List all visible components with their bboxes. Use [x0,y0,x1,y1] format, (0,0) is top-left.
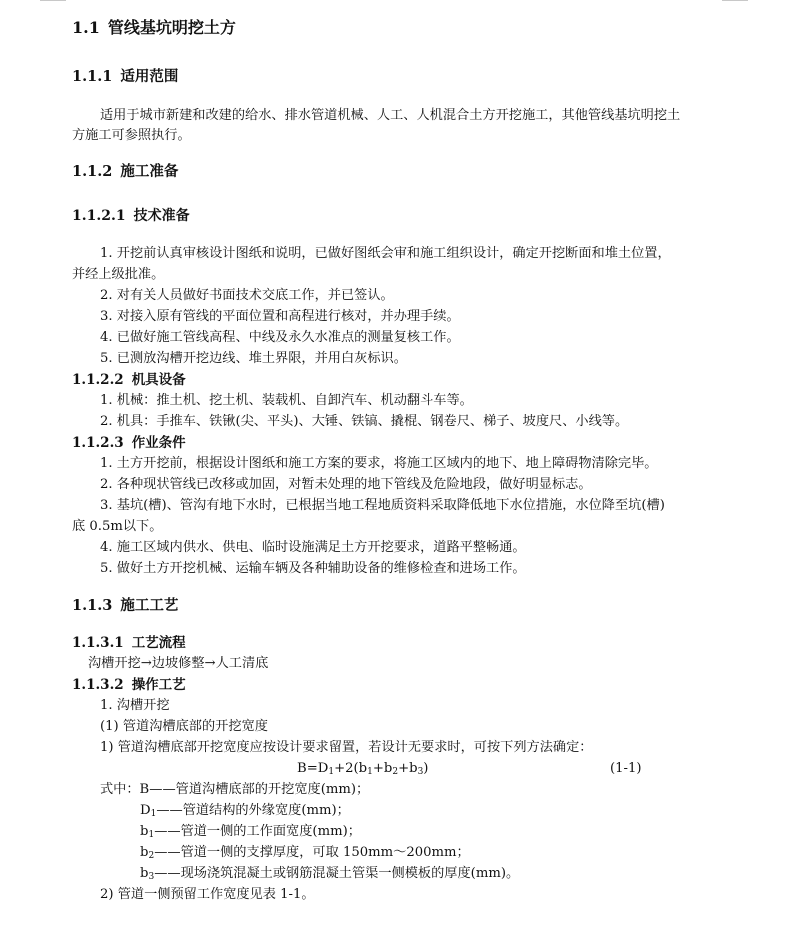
list-item: 2. 各种现状管线已改移或加固，对暂未处理的地下管线及危险地段，做好明显标志。 [100,477,592,492]
formula-text: B=D [297,761,329,776]
heading-text: 操作工艺 [131,677,186,693]
list-item: 1. 开挖前认真审核设计图纸和说明，已做好图纸会审和施工组织设计，确定开挖断面和堆土位置， [100,246,671,261]
heading-number: 1.1.1 [72,68,113,85]
list-item: 2. 对有关人员做好书面技术交底工作，并已签认。 [100,288,394,303]
list-item: (1) 管道沟槽底部的开挖宽度 [100,719,268,734]
variable-subscript: 1 [150,809,157,819]
page-corner-mark-left [40,0,66,1]
heading-1-1-3-1 [72,633,186,653]
formula-text: +b [398,761,418,776]
heading-text: 技术准备 [133,208,190,224]
variable-definition [140,822,361,845]
list-item: 4. 已做好施工管线高程、中线及永久水准点的测量复核工作。 [100,330,460,345]
heading-number: 1.1.2.3 [72,435,124,451]
variable-symbol: b [140,824,149,839]
process-flow: 沟槽开挖→边坡修整→人工清底 [88,656,269,671]
list-item: 1. 土方开挖前，根据设计图纸和施工方案的要求，将施工区域内的地下、地上障碍物清除完毕。 [100,456,658,471]
variable-definition [140,843,470,866]
formula-subscript: 1 [367,767,373,777]
equation-number: (1-1) [610,761,642,776]
heading-number: 1.1.3.2 [72,677,124,693]
heading-text: 管线基坑明挖土方 [107,18,236,37]
formula-subscript: 2 [392,767,399,777]
list-item: 4. 施工区域内供水、供电、临时设施满足土方开挖要求，道路平整畅通。 [100,540,526,555]
list-item: 2. 机具：手推车、铁锹(尖、平头)、大锤、铁镐、撬棍、钢卷尺、梯子、坡度尺、小线等。 [100,414,629,429]
list-item: 5. 已测放沟槽开挖边线、堆土界限，并用白灰标识。 [100,351,407,366]
heading-1-1-1 [72,67,178,87]
variable-text: ——管道一侧的支撑厚度，可取 150mm～200mm； [154,845,470,860]
list-item-continuation: 底 0.5m以下。 [72,519,163,534]
variable-subscript: 1 [148,830,155,840]
formula-text: +2(b [334,761,368,776]
heading-number: 1.1.2.1 [72,208,126,224]
heading-number: 1.1.2.2 [72,372,124,388]
formula-text: ) [423,761,429,776]
heading-1-1-3 [72,596,178,616]
heading-number: 1.1.2 [72,163,113,180]
formula-subscript: 1 [328,767,335,777]
heading-1-1-2 [72,162,178,182]
list-item: 1. 机械：推土机、挖土机、装载机、自卸汽车、机动翻斗车等。 [100,393,473,408]
variable-text: ——现场浇筑混凝土或钢筋混凝土管渠一侧模板的厚度(mm)。 [154,866,520,881]
variable-text: ——管道结构的外缘宽度(mm)； [156,803,350,818]
list-item: 2) 管道一侧预留工作宽度见表 1-1。 [100,887,315,902]
heading-number: 1.1.3 [72,597,113,614]
heading-text: 施工准备 [120,163,179,180]
list-item: 3. 对接入原有管线的平面位置和高程进行核对，并办理手续。 [100,309,460,324]
formula-line [297,759,428,782]
paragraph-line: 适用于城市新建和改建的给水、排水管道机械、人工、人机混合土方开挖施工，其他管线基坑明挖土 [100,108,681,123]
variable-subscript: 2 [148,851,155,861]
list-item: 1. 沟槽开挖 [100,698,170,713]
heading-number: 1.1 [72,18,100,37]
heading-1-1 [72,18,236,38]
heading-1-1-2-1 [72,206,190,226]
formula-text: +b [372,761,393,776]
heading-text: 施工工艺 [120,597,179,614]
heading-text: 作业条件 [131,435,186,451]
heading-text: 适用范围 [120,68,179,85]
variable-definition [140,801,350,824]
heading-text: 工艺流程 [131,635,186,651]
variable-definition [140,864,519,887]
list-item: 1) 管道沟槽底部开挖宽度应按设计要求留置，若设计无要求时，可按下列方法确定： [100,740,593,755]
list-item-continuation: 并经上级批准。 [72,267,165,282]
heading-1-1-2-2 [72,370,186,390]
heading-1-1-2-3 [72,433,186,453]
variable-symbol: D [140,803,151,818]
list-item: 3. 基坑(槽)、管沟有地下水时，已根据当地工程地质资料采取降低地下水位措施，水位降至坑(槽) [100,498,665,513]
variable-symbol: b [140,866,149,881]
list-item: 5. 做好土方开挖机械、运输车辆及各种辅助设备的维修检查和进场工作。 [100,561,526,576]
formula-subscript: 3 [417,767,424,777]
heading-number: 1.1.3.1 [72,635,124,651]
variable-subscript: 3 [148,872,155,882]
variable-definition: 式中：B——管道沟槽底部的开挖宽度(mm)； [100,782,370,797]
paragraph-line: 方施工可参照执行。 [72,128,191,143]
variable-text: ——管道一侧的工作面宽度(mm)； [154,824,361,839]
heading-1-1-3-2 [72,675,186,695]
variable-symbol: b [140,845,149,860]
heading-text: 机具设备 [131,372,186,388]
page-corner-mark-right [722,0,748,1]
